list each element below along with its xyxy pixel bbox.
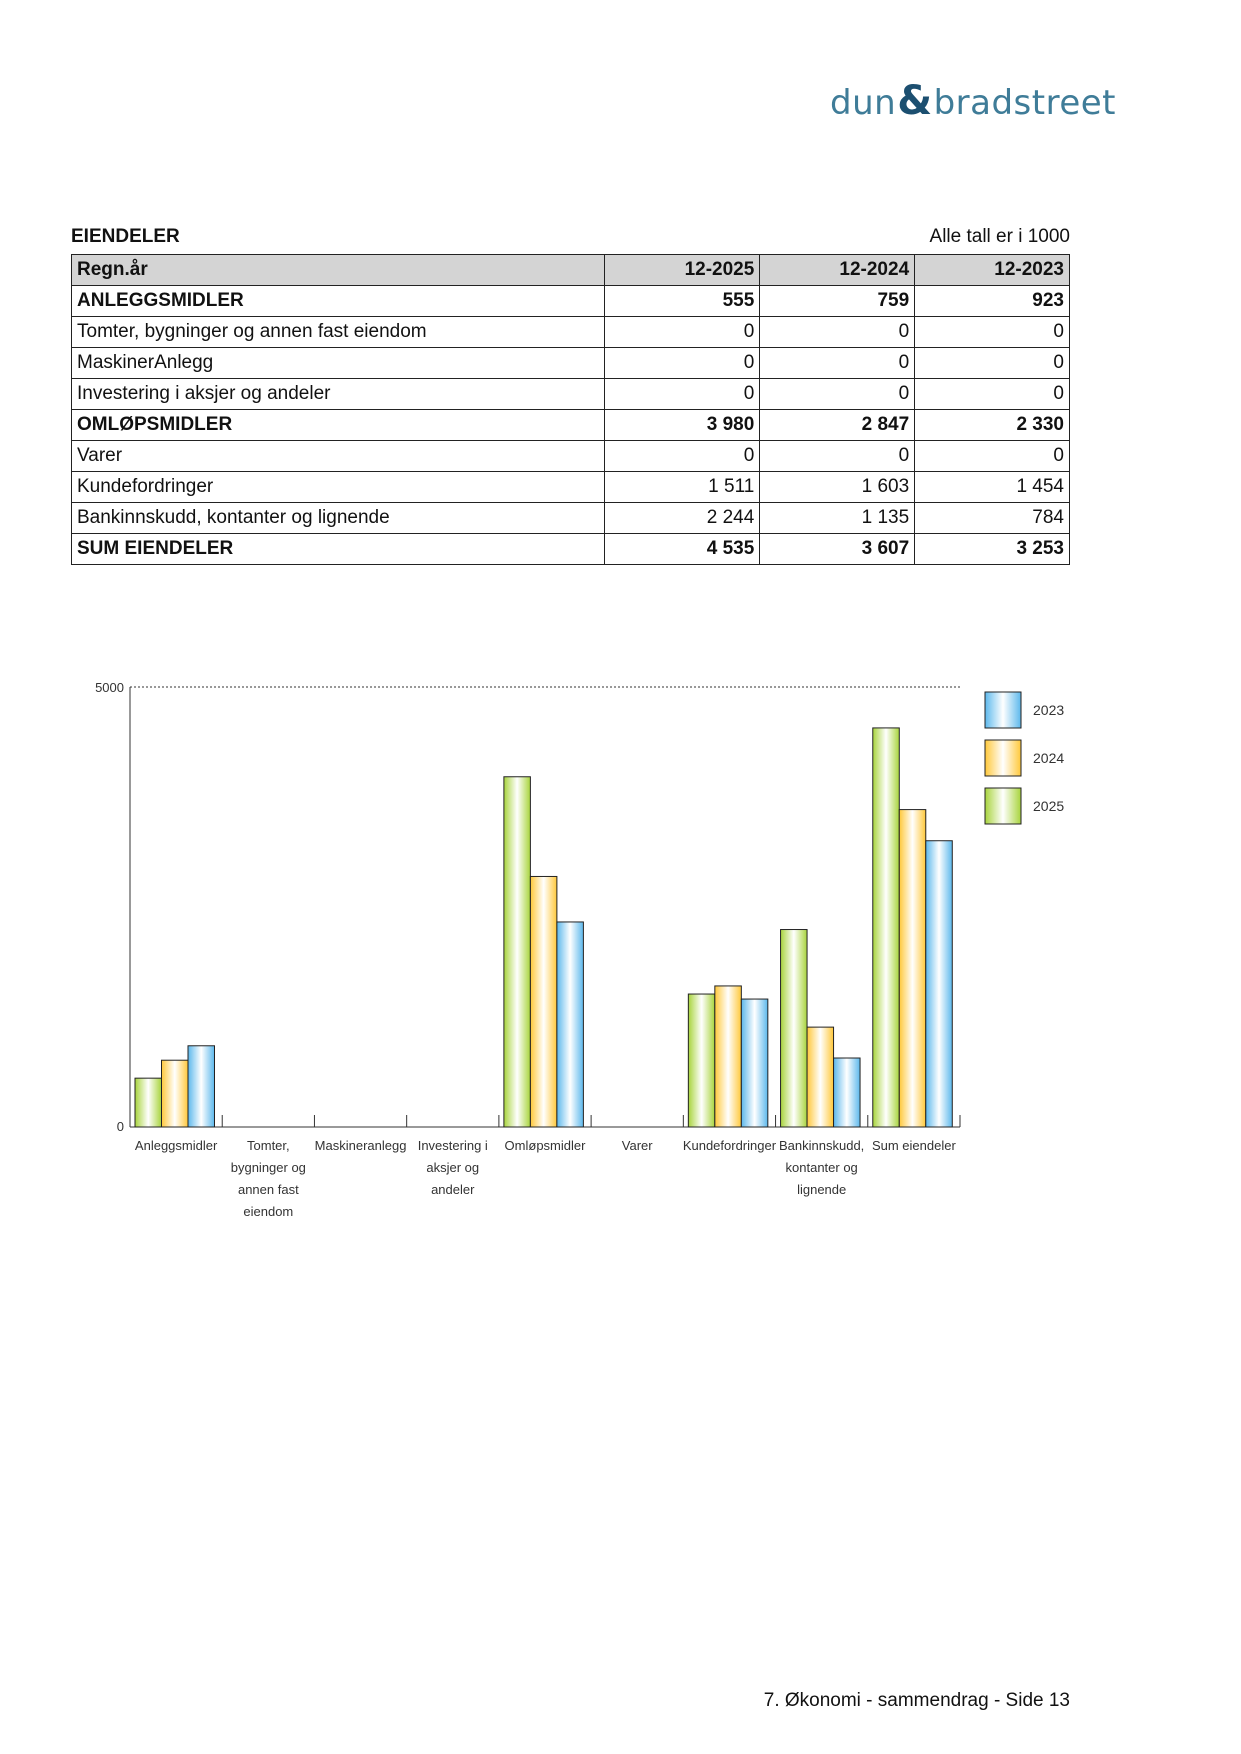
row-value: 784 [915, 503, 1070, 534]
row-value: 0 [760, 348, 915, 379]
section-title: EIENDELER [71, 226, 180, 247]
x-category-label: annen fast [237, 1182, 299, 1197]
bar-2025 [688, 994, 715, 1127]
row-value: 3 253 [915, 534, 1070, 565]
row-value: 1 511 [605, 472, 760, 503]
header-year-2024: 12-2024 [760, 255, 915, 286]
row-value: 0 [760, 379, 915, 410]
x-category-label: bygninger og [230, 1160, 306, 1175]
row-label: Tomter, bygninger og annen fast eiendom [72, 317, 605, 348]
logo-text-right: bradstreet [933, 83, 1116, 123]
row-value: 0 [605, 348, 760, 379]
row-value: 0 [760, 317, 915, 348]
row-value: 0 [760, 441, 915, 472]
row-value: 3 607 [760, 534, 915, 565]
legend-label: 2024 [1033, 750, 1065, 766]
row-value: 0 [915, 379, 1070, 410]
row-value: 2 244 [605, 503, 760, 534]
bar-2023 [557, 922, 584, 1127]
legend-label: 2025 [1033, 798, 1065, 814]
bar-2025 [504, 777, 531, 1127]
row-value: 4 535 [605, 534, 760, 565]
x-category-label: eiendom [243, 1204, 294, 1219]
row-value: 1 603 [760, 472, 915, 503]
row-value: 1 135 [760, 503, 915, 534]
x-category-label: andeler [431, 1182, 475, 1197]
x-category-label: Investering i [417, 1138, 488, 1153]
row-label: Bankinnskudd, kontanter og lignende [72, 503, 605, 534]
bar-2025 [873, 728, 900, 1127]
unit-note: Alle tall er i 1000 [929, 226, 1070, 247]
row-label: ANLEGGSMIDLER [72, 286, 605, 317]
row-label: Varer [72, 441, 605, 472]
row-value: 0 [605, 317, 760, 348]
bar-2024 [899, 810, 926, 1127]
legend-swatch-2023 [985, 692, 1021, 728]
row-value: 2 330 [915, 410, 1070, 441]
y-tick-label: 5000 [95, 680, 124, 695]
row-value: 759 [760, 286, 915, 317]
row-value: 923 [915, 286, 1070, 317]
header-regnar: Regn.år [72, 255, 605, 286]
bar-2023 [834, 1058, 861, 1127]
legend-swatch-2025 [985, 788, 1021, 824]
row-label: SUM EIENDELER [72, 534, 605, 565]
row-value: 0 [915, 441, 1070, 472]
x-category-label: Maskineranlegg [314, 1138, 407, 1153]
legend-label: 2023 [1033, 702, 1065, 718]
y-tick-label: 0 [116, 1119, 124, 1134]
bar-2025 [781, 930, 808, 1127]
bar-2024 [162, 1060, 189, 1127]
x-category-label: Bankinnskudd, [779, 1138, 865, 1153]
bar-2024 [715, 986, 742, 1127]
logo-ampersand: & [897, 78, 933, 124]
legend-swatch-2024 [985, 740, 1021, 776]
x-category-label: Omløpsmidler [504, 1138, 586, 1153]
bar-2025 [135, 1078, 162, 1127]
logo-text-left: dun [830, 83, 897, 123]
row-label: Investering i aksjer og andeler [72, 379, 605, 410]
x-category-label: Tomter, [247, 1138, 290, 1153]
row-value: 0 [605, 441, 760, 472]
row-value: 2 847 [760, 410, 915, 441]
x-category-label: lignende [797, 1182, 847, 1197]
page-footer: 7. Økonomi - sammendrag - Side 13 [763, 1690, 1070, 1711]
row-label: Kundefordringer [72, 472, 605, 503]
x-category-label: Anleggsmidler [134, 1138, 218, 1153]
bar-2023 [741, 999, 768, 1127]
row-value: 0 [915, 348, 1070, 379]
bar-2023 [188, 1046, 215, 1127]
bar-2024 [530, 876, 557, 1127]
row-value: 3 980 [605, 410, 760, 441]
bar-2023 [926, 841, 953, 1127]
row-label: OMLØPSMIDLER [72, 410, 605, 441]
x-category-label: kontanter og [785, 1160, 858, 1175]
row-value: 0 [605, 379, 760, 410]
row-value: 555 [605, 286, 760, 317]
x-category-label: aksjer og [426, 1160, 480, 1175]
row-value: 1 454 [915, 472, 1070, 503]
bar-2024 [807, 1027, 834, 1127]
header-year-2025: 12-2025 [605, 255, 760, 286]
x-category-label: Varer [621, 1138, 653, 1153]
x-category-label: Sum eiendeler [871, 1138, 956, 1153]
x-category-label: Kundefordringer [682, 1138, 777, 1153]
header-year-2023: 12-2023 [915, 255, 1070, 286]
row-value: 0 [915, 317, 1070, 348]
row-label: MaskinerAnlegg [72, 348, 605, 379]
